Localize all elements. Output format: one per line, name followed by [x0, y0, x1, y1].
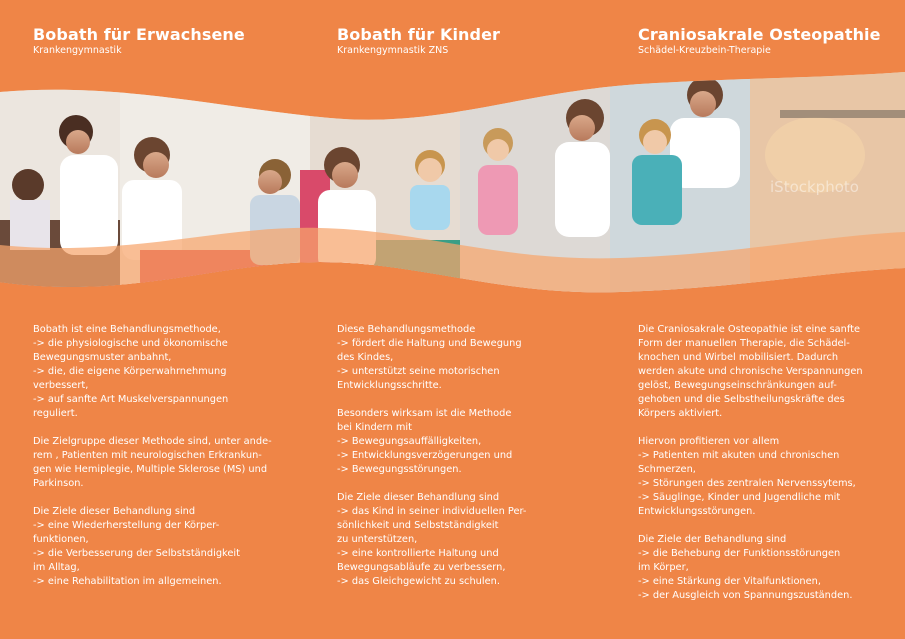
- text-line: -> eine Wiederherstellung der Körper-: [33, 520, 220, 531]
- text-line: des Kindes,: [337, 352, 394, 363]
- text-line: gelöst, Bewegungseinschränkungen auf-: [638, 380, 837, 391]
- text-line: Körpers aktiviert.: [638, 408, 723, 419]
- text-line: -> Entwicklungsverzögerungen und: [337, 450, 513, 461]
- text-line: funktionen,: [33, 534, 89, 545]
- text-line: Entwicklungsschritte.: [337, 380, 442, 391]
- column-3-title: Craniosakrale Osteopathie: [638, 25, 881, 44]
- watermark: iStockphoto: [770, 178, 859, 196]
- paragraph: [33, 505, 272, 589]
- text-line: im Alltag,: [33, 562, 80, 573]
- paragraph: [638, 323, 863, 421]
- text-line: Bewegungsmuster anbahnt,: [33, 352, 172, 363]
- text-line: -> auf sanfte Art Muskelverspannungen: [33, 394, 229, 405]
- text-line: Besonders wirksam ist die Methode: [337, 408, 512, 419]
- column-3-subtitle: Schädel-Kreuzbein-Therapie: [638, 45, 771, 56]
- column-2-title: Bobath für Kinder: [337, 25, 501, 44]
- text-line: -> fördert die Haltung und Bewegung: [337, 338, 522, 349]
- paragraph: [337, 407, 526, 477]
- column-1-body: [33, 323, 272, 603]
- text-line: bei Kindern mit: [337, 422, 412, 433]
- text-line: Parkinson.: [33, 478, 84, 489]
- text-line: Diese Behandlungsmethode: [337, 324, 476, 335]
- paragraph: [33, 323, 272, 421]
- text-line: -> die physiologische und ökonomische: [33, 338, 228, 349]
- paragraph: [638, 435, 863, 519]
- text-line: gen wie Hemiplegie, Multiple Sklerose (MS) und: [33, 464, 268, 475]
- text-line: Bewegungsabläufe zu verbessern,: [337, 562, 506, 573]
- text-line: -> Bewegungsstörungen.: [337, 464, 462, 475]
- text-line: -> eine Stärkung der Vitalfunktionen,: [638, 576, 821, 587]
- text-line: Schmerzen,: [638, 464, 696, 475]
- text-line: Hiervon profitieren vor allem: [638, 436, 780, 447]
- text-line: -> die Behebung der Funktionsstörungen: [638, 548, 841, 559]
- text-line: verbessert,: [33, 380, 89, 391]
- text-line: -> eine kontrollierte Haltung und: [337, 548, 499, 559]
- paragraph: [337, 491, 526, 589]
- text-line: gehoben und die Selbstheilungskräfte des: [638, 394, 845, 405]
- column-3-body: [638, 323, 863, 617]
- text-line: Form der manuellen Therapie, die Schädel-: [638, 338, 850, 349]
- text-line: Die Ziele dieser Behandlung sind: [33, 506, 196, 517]
- column-1-subtitle: Krankengymnastik: [33, 45, 122, 56]
- text-line: reguliert.: [33, 408, 78, 419]
- text-line: rem , Patienten mit neurologischen Erkrankun-: [33, 450, 262, 461]
- text-line: -> Säuglinge, Kinder und Jugendliche mit: [638, 492, 841, 503]
- text-line: -> Patienten mit akuten und chronischen: [638, 450, 840, 461]
- text-line: Entwicklungsstörungen.: [638, 506, 756, 517]
- text-line: Bobath ist eine Behandlungsmethode,: [33, 324, 221, 335]
- text-line: Die Craniosakrale Osteopathie ist eine sanfte: [638, 324, 861, 335]
- column-2-subtitle: Krankengymnastik ZNS: [337, 45, 449, 56]
- text-line: Die Ziele der Behandlung sind: [638, 534, 787, 545]
- text-line: -> unterstützt seine motorischen: [337, 366, 500, 377]
- text-line: -> eine Rehabilitation im allgemeinen.: [33, 576, 222, 587]
- text-line: -> das Gleichgewicht zu schulen.: [337, 576, 500, 587]
- text-line: -> die Verbesserung der Selbstständigkeit: [33, 548, 240, 559]
- column-2-body: [337, 323, 526, 603]
- text-line: zu unterstützen,: [337, 534, 418, 545]
- text-line: Die Ziele dieser Behandlung sind: [337, 492, 500, 503]
- text-line: -> Bewegungsauffälligkeiten,: [337, 436, 482, 447]
- paragraph: [337, 323, 526, 393]
- text-line: Die Zielgruppe dieser Methode sind, unter ande-: [33, 436, 272, 447]
- paragraph: [33, 435, 272, 491]
- text-line: -> die, die eigene Körperwahrnehmung: [33, 366, 227, 377]
- column-1-title: Bobath für Erwachsene: [33, 25, 245, 44]
- text-line: knochen und Wirbel mobilisiert. Dadurch: [638, 352, 839, 363]
- text-line: -> Störungen des zentralen Nervenssytems,: [638, 478, 856, 489]
- text-line: sönlichkeit und Selbstständigkeit: [337, 520, 499, 531]
- text-line: im Körper,: [638, 562, 689, 573]
- paragraph: [638, 533, 863, 603]
- text-line: -> das Kind in seiner individuellen Per-: [337, 506, 527, 517]
- text-line: werden akute und chronische Verspannungen: [638, 366, 863, 377]
- text-line: -> der Ausgleich von Spannungszuständen.: [638, 590, 853, 601]
